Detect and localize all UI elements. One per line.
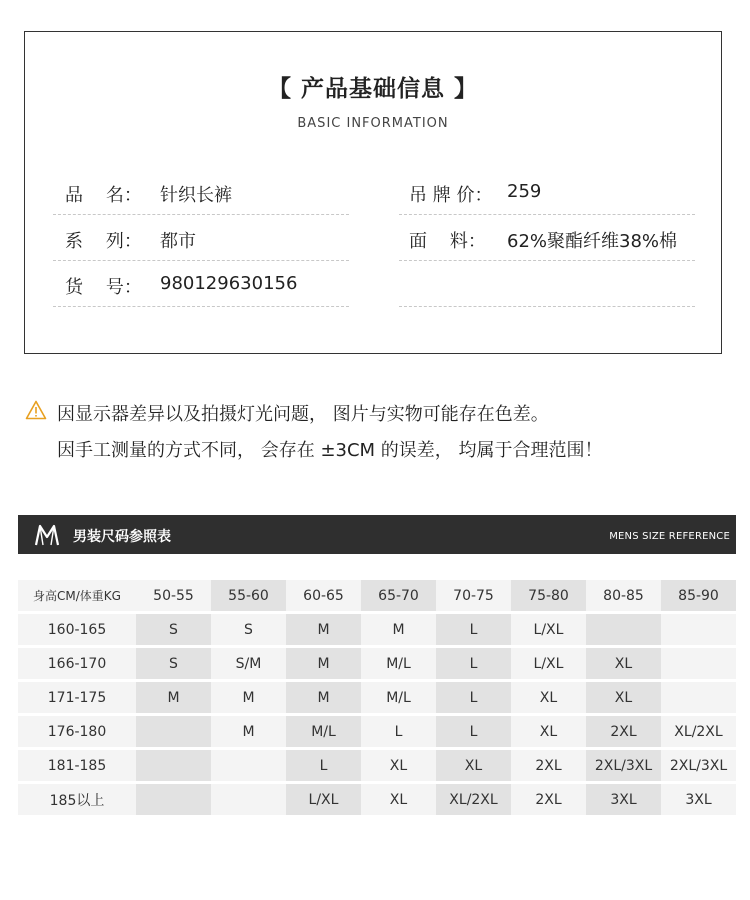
size-cell [211,750,286,781]
size-chart-header [18,515,736,554]
size-cell [661,682,736,713]
size-chart-reference: MENS SIZE REFERENCE [609,531,730,542]
size-cell: L/XL [286,784,361,815]
field-value: 62%聚酯纤维38%棉 [507,231,678,252]
size-cell: L/XL [511,614,586,645]
field-value: 980129630156 [160,273,298,294]
table-row [18,784,736,815]
info-title: 【 产品基础信息 】 [267,76,478,102]
height-cell: 160-165 [18,614,136,645]
size-cell: 2XL/3XL [661,750,736,781]
table-row [18,750,736,781]
size-cell: XL [436,750,511,781]
field-empty [399,261,695,307]
notice-color-difference: 因显示器差异以及拍摄灯光问题， 图片与实物可能存在色差。 [57,404,549,425]
field-label: 货 号： [65,277,142,298]
size-cell: M [211,716,286,747]
field-label: 品 名： [65,185,142,206]
size-cell [136,784,211,815]
size-cell: 2XL [586,716,661,747]
size-cell: 3XL [586,784,661,815]
field-value: 259 [507,181,542,202]
weight-header: 50-55 [136,580,211,611]
size-cell [661,614,736,645]
field-product-name [53,169,349,215]
warning-triangle-icon [25,400,47,420]
size-table [18,577,736,818]
weight-header: 85-90 [661,580,736,611]
table-row [18,614,736,645]
size-cell: L [436,648,511,679]
field-label: 吊 牌 价： [409,185,493,206]
size-cell: XL/2XL [436,784,511,815]
size-cell: XL [586,682,661,713]
field-value: 针织长裤 [160,185,232,206]
size-cell: XL [361,750,436,781]
basic-info-panel [24,31,722,354]
size-cell: L [436,716,511,747]
height-cell: 171-175 [18,682,136,713]
size-cell: M/L [361,648,436,679]
size-cell: M [136,682,211,713]
size-cell: L/XL [511,648,586,679]
size-cell: M/L [286,716,361,747]
size-cell: M [211,682,286,713]
field-label: 面 料： [409,231,486,252]
size-cell: XL [586,648,661,679]
weight-header: 75-80 [511,580,586,611]
size-cell: XL [511,716,586,747]
info-subtitle: BASIC INFORMATION [297,116,449,131]
weight-header: 65-70 [361,580,436,611]
size-cell: 2XL [511,784,586,815]
field-tag-price [399,169,695,215]
size-cell: M/L [361,682,436,713]
weight-header: 70-75 [436,580,511,611]
weight-header: 60-65 [286,580,361,611]
field-value: 都市 [160,231,196,252]
height-cell: 166-170 [18,648,136,679]
field-item-number [53,261,349,307]
size-cell: S [136,614,211,645]
table-row [18,716,736,747]
size-cell: 2XL/3XL [586,750,661,781]
size-cell: S/M [211,648,286,679]
table-row [18,682,736,713]
size-cell [136,716,211,747]
size-cell [211,784,286,815]
field-label: 系 列： [65,231,142,252]
size-cell: M [286,614,361,645]
size-cell [586,614,661,645]
size-cell [136,750,211,781]
size-cell: 2XL [511,750,586,781]
size-table-header-row [18,580,736,611]
size-cell: XL/2XL [661,716,736,747]
height-cell: 176-180 [18,716,136,747]
corner-label: 身高CM/体重KG [18,580,136,611]
brand-logo-icon [34,523,60,547]
size-cell: XL [511,682,586,713]
size-cell: 3XL [661,784,736,815]
weight-header: 55-60 [211,580,286,611]
size-cell: L [286,750,361,781]
size-cell: M [361,614,436,645]
height-cell: 181-185 [18,750,136,781]
size-chart-title: 男装尺码参照表 [73,529,171,545]
size-cell: M [286,648,361,679]
field-fabric [399,215,695,261]
notice-measurement-error: 因手工测量的方式不同， 会存在 ±3CM 的误差， 均属于合理范围！ [57,440,603,461]
size-cell: S [211,614,286,645]
size-cell [661,648,736,679]
size-cell: S [136,648,211,679]
size-cell: L [361,716,436,747]
size-cell: M [286,682,361,713]
size-cell: XL [361,784,436,815]
weight-header: 80-85 [586,580,661,611]
field-series [53,215,349,261]
table-row [18,648,736,679]
size-cell: L [436,682,511,713]
height-cell: 185以上 [18,784,136,815]
size-cell: L [436,614,511,645]
